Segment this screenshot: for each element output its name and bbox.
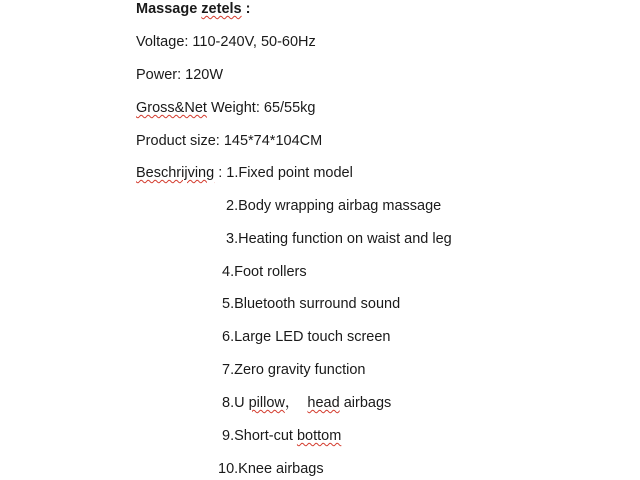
feature-item xyxy=(222,394,391,412)
feature-item: 7.Zero gravity function xyxy=(222,362,366,378)
feature-8-comma: ， xyxy=(284,395,308,411)
spec-power: Power: 120W xyxy=(136,67,224,83)
feature-9-word-bottom: bottom xyxy=(296,428,342,444)
title-word-massage: Massage xyxy=(136,1,198,17)
description-separator: : xyxy=(214,165,227,181)
feature-item: 2.Body wrapping airbag massage xyxy=(226,198,442,214)
feature-item: 1.Fixed point model xyxy=(226,165,353,181)
feature-item: 5.Bluetooth surround sound xyxy=(222,296,401,312)
feature-8-prefix: 8.U xyxy=(222,395,249,411)
description-line xyxy=(136,164,353,182)
spec-weight-label: Gross&Net xyxy=(136,100,207,116)
spec-voltage: Voltage: 110-240V, 50-60Hz xyxy=(136,34,316,50)
description-label: Beschrijving xyxy=(136,165,215,181)
spec-product-size: Product size: 145*74*104CM xyxy=(136,133,323,149)
feature-9-prefix: 9.Short-cut xyxy=(222,428,297,444)
feature-8-word-head: head xyxy=(307,395,340,411)
feature-item: 4.Foot rollers xyxy=(222,264,307,280)
feature-item: 10.Knee airbags xyxy=(218,461,324,477)
document-title xyxy=(136,0,250,18)
title-colon: : xyxy=(241,1,251,17)
feature-item xyxy=(222,427,341,445)
spec-weight xyxy=(136,99,315,117)
feature-item: 3.Heating function on waist and leg xyxy=(226,231,452,247)
feature-item: 6.Large LED touch screen xyxy=(222,329,391,345)
title-word-zetels: zetels xyxy=(201,1,242,17)
feature-8-word-pillow: pillow xyxy=(248,395,285,411)
feature-8-rest: airbags xyxy=(339,395,392,411)
spec-weight-value: Weight: 65/55kg xyxy=(206,100,316,116)
